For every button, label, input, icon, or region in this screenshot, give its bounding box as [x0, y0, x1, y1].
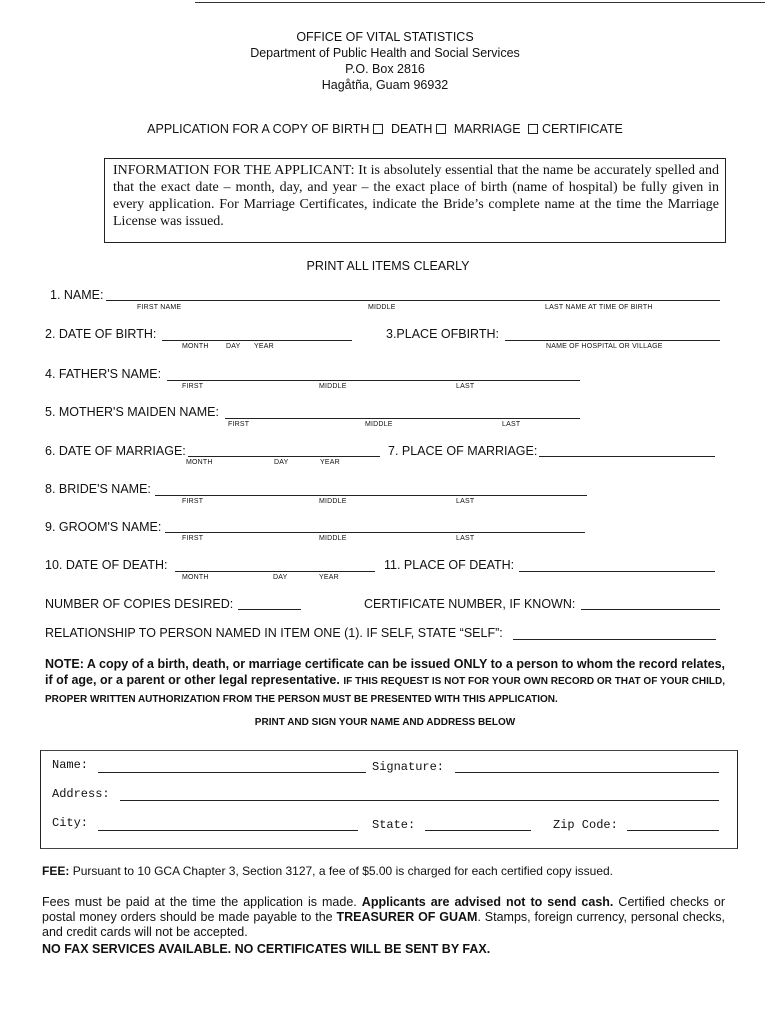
groom-name-input[interactable] — [165, 532, 585, 533]
name-middle-caption: MIDDLE — [368, 304, 396, 311]
bride-middle-caption: MIDDLE — [319, 498, 347, 505]
dom-year-caption: YEAR — [320, 459, 340, 466]
copies-input[interactable] — [238, 609, 301, 610]
applicant-name-label: Name: — [52, 758, 89, 772]
bride-last-caption: LAST — [456, 498, 475, 505]
bride-first-caption: FIRST — [182, 498, 204, 505]
dob-year-caption: YEAR — [254, 343, 274, 350]
relationship-label: RELATIONSHIP TO PERSON NAMED IN ITEM ONE (1). IF SELF, STATE “SELF”: — [45, 626, 503, 640]
death-checkbox[interactable] — [436, 124, 446, 134]
relationship-input[interactable] — [513, 639, 716, 640]
groom-first-caption: FIRST — [182, 535, 204, 542]
marriage-option-label: MARRIAGE — [453, 122, 521, 136]
payment-part1: Fees must be paid at the time the application is made. — [42, 895, 357, 909]
application-prefix: APPLICATION FOR A COPY OF BIRTH — [147, 122, 370, 136]
top-rule — [195, 2, 765, 3]
marriage-place-input[interactable] — [539, 456, 715, 457]
copies-label: NUMBER OF COPIES DESIRED: — [45, 597, 234, 611]
po-box: P.O. Box 2816 — [345, 62, 425, 76]
eligibility-note-small: IF THIS REQUEST IS NOT FOR YOUR OWN RECORD OR THAT OF YOUR CHILD, PROPER WRITTEN AUTHORIZATION FROM THE PERSON MUST BE PRESENTED WITH THIS APPLICATION. — [45, 676, 725, 705]
bride-name-input[interactable] — [155, 495, 587, 496]
marriage-checkbox[interactable] — [528, 124, 538, 134]
city-address: Hagåtña, Guam 96932 — [321, 78, 449, 92]
fee-paragraph — [42, 864, 742, 879]
marriage-date-input[interactable] — [188, 456, 380, 457]
applicant-info-text: INFORMATION FOR THE APPLICANT: It is absolutely essential that the name be accurately spelled and that the exact date – month, day, and year – the exact place of birth (name of hospital) be fully given in every application. For Marriage Certificates, indicate the Bride’s complete name at the time the Marriage License was issued. — [113, 163, 719, 229]
info-box-top-rule — [105, 158, 725, 159]
dom-month-caption: MONTH — [186, 459, 213, 466]
state-input[interactable] — [425, 830, 531, 831]
dob-day-caption: DAY — [226, 343, 241, 350]
fee-label: FEE: — [42, 864, 70, 878]
address-label: Address: — [52, 787, 110, 801]
death-date-label: 10. DATE OF DEATH: — [45, 558, 168, 572]
sign-heading: PRINT AND SIGN YOUR NAME AND ADDRESS BELOW — [254, 717, 516, 728]
dod-year-caption: YEAR — [319, 574, 339, 581]
payment-payee: TREASURER OF GUAM — [336, 910, 478, 924]
applicant-info-box — [104, 158, 726, 243]
fee-text: Pursuant to 10 GCA Chapter 3, Section 3127, a fee of $5.00 is charged for each certified copy issued. — [72, 864, 614, 878]
payment-paragraph — [42, 895, 725, 940]
mother-maiden-name-input[interactable] — [225, 418, 580, 419]
dod-month-caption: MONTH — [182, 574, 209, 581]
groom-name-label: 9. GROOM'S NAME: — [45, 520, 162, 534]
father-middle-caption: MIDDLE — [319, 383, 347, 390]
pob-label: 3.PLACE OFBIRTH: — [386, 327, 499, 341]
mother-maiden-name-label: 5. MOTHER'S MAIDEN NAME: — [45, 405, 219, 419]
no-fax-notice: NO FAX SERVICES AVAILABLE. NO CERTIFICATES WILL BE SENT BY FAX. — [42, 942, 491, 956]
city-input[interactable] — [98, 830, 358, 831]
death-date-input[interactable] — [175, 571, 375, 572]
certificate-word: CERTIFICATE — [542, 122, 623, 136]
birth-checkbox[interactable] — [373, 124, 383, 134]
print-all-heading: PRINT ALL ITEMS CLEARLY — [306, 259, 470, 273]
name-label: 1. NAME: — [50, 288, 104, 302]
mother-first-caption: FIRST — [228, 421, 250, 428]
zip-code-label: Zip Code: — [553, 818, 618, 832]
groom-last-caption: LAST — [456, 535, 475, 542]
office-title: OFFICE OF VITAL STATISTICS — [296, 30, 474, 44]
groom-middle-caption: MIDDLE — [319, 535, 347, 542]
mother-middle-caption: MIDDLE — [365, 421, 393, 428]
certificate-number-label: CERTIFICATE NUMBER, IF KNOWN: — [364, 597, 576, 611]
mother-last-caption: LAST — [502, 421, 521, 428]
payment-part5: . Stamps, foreign currency, personal checks, and credit cards will not be accepted. — [42, 910, 725, 939]
state-label: State: — [372, 818, 416, 832]
father-name-label: 4. FATHER'S NAME: — [45, 367, 162, 381]
eligibility-note-bold: NOTE: A copy of a birth, death, or marriage certificate can be issued ONLY to a person to whom the record relates, if of age, or a parent or other legal representative. — [45, 657, 725, 687]
application-type-line — [0, 122, 770, 136]
zip-code-input[interactable] — [627, 830, 719, 831]
dod-day-caption: DAY — [273, 574, 288, 581]
pob-input[interactable] — [505, 340, 720, 341]
department-name: Department of Public Health and Social Services — [250, 46, 520, 60]
payment-no-cash: Applicants are advised not to send cash. — [361, 895, 614, 909]
bride-name-label: 8. BRIDE'S NAME: — [45, 482, 151, 496]
marriage-place-label: 7. PLACE OF MARRIAGE: — [388, 444, 538, 458]
signature-input[interactable] — [455, 772, 719, 773]
certificate-number-input[interactable] — [581, 609, 720, 610]
death-place-input[interactable] — [519, 571, 715, 572]
signature-label: Signature: — [372, 760, 445, 774]
dob-input[interactable] — [162, 340, 352, 341]
father-name-input[interactable] — [167, 380, 580, 381]
name-first-caption: FIRST NAME — [137, 304, 182, 311]
pob-caption: NAME OF HOSPITAL OR VILLAGE — [546, 343, 663, 350]
name-input[interactable] — [106, 300, 720, 301]
name-last-caption: LAST NAME AT TIME OF BIRTH — [545, 304, 653, 311]
address-input[interactable] — [120, 800, 719, 801]
payment-part3: Certified checks or postal money orders should be made payable to the — [42, 895, 725, 924]
city-label: City: — [52, 816, 89, 830]
marriage-date-label: 6. DATE OF MARRIAGE: — [45, 444, 186, 458]
father-last-caption: LAST — [456, 383, 475, 390]
applicant-name-input[interactable] — [98, 772, 366, 773]
death-place-label: 11. PLACE OF DEATH: — [384, 558, 515, 572]
death-option-label: DEATH — [390, 122, 433, 136]
father-first-caption: FIRST — [182, 383, 204, 390]
dob-label: 2. DATE OF BIRTH: — [45, 327, 157, 341]
dom-day-caption: DAY — [274, 459, 289, 466]
dob-month-caption: MONTH — [182, 343, 209, 350]
eligibility-note — [45, 656, 725, 708]
